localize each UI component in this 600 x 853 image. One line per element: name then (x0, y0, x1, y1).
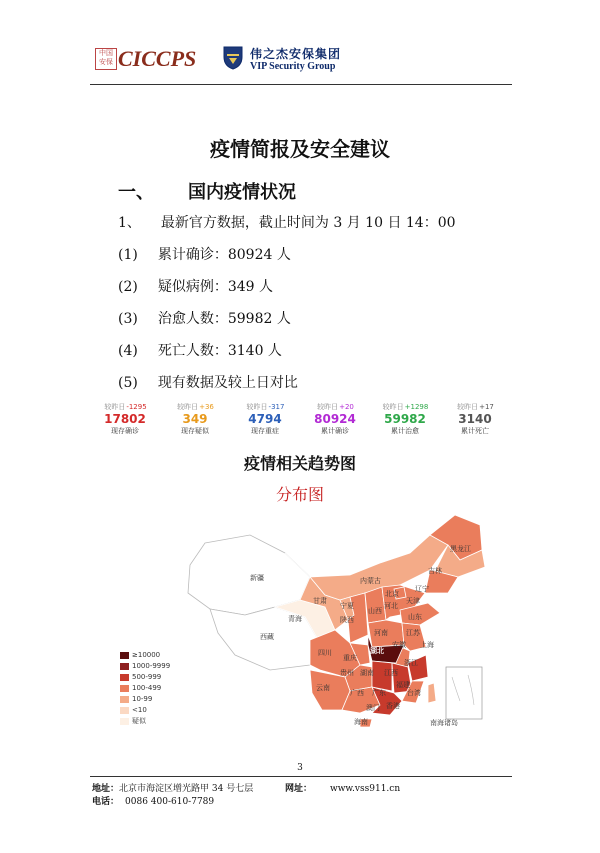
footer-rule (90, 776, 512, 777)
trend-title: 疫情相关趋势图 (243, 454, 356, 473)
legend-label: 100-499 (132, 684, 162, 692)
group-name-cn: 伟之杰安保集团 (250, 47, 342, 61)
item-text: 累计确诊：80924 人 (157, 247, 291, 263)
legend-swatch (120, 696, 129, 703)
legend-item (120, 661, 170, 672)
map-label: 广西 (350, 689, 364, 697)
map-label: 四川 (318, 649, 332, 657)
header-rule (90, 84, 512, 85)
legend-swatch (120, 707, 129, 714)
stat-label: 现存确诊 (111, 427, 139, 435)
map-label: 河南 (374, 629, 388, 637)
stat-delta: +36 (199, 403, 214, 411)
map-label: 江西 (384, 669, 398, 677)
map-label: 贵州 (340, 669, 354, 677)
stat-delta: +1298 (404, 403, 429, 411)
item-number: (1) (118, 247, 138, 263)
map-label: 重庆 (343, 654, 357, 662)
map-label: 云南 (316, 684, 330, 692)
stat-delta: -317 (268, 403, 285, 411)
map-label: 海南 (354, 718, 368, 726)
map-label: 广东 (372, 689, 386, 697)
list-item (118, 276, 273, 296)
stat-current-suspected (165, 402, 225, 436)
item-text: 疑似病例：349 人 (157, 279, 274, 295)
stat-total-confirmed (305, 402, 365, 436)
map-label: 陕西 (340, 616, 354, 624)
map-label: 河北 (384, 602, 398, 610)
legend-item (120, 650, 170, 661)
legend-label: 疑似 (132, 717, 146, 725)
map-label: 浙江 (404, 659, 418, 667)
legend-item (120, 694, 170, 705)
map-legend (120, 650, 170, 727)
map-label: 辽宁 (415, 585, 429, 593)
stat-label: 累计治愈 (391, 427, 419, 435)
item-text: 最新官方数据，截止时间为 3 月 10 日 14：00 (160, 215, 456, 231)
stats-row (95, 402, 515, 444)
section-heading (118, 178, 296, 204)
map-label: 香港 (386, 702, 400, 710)
group-name-en: VIP Security Group (250, 61, 336, 72)
stat-label: 累计死亡 (461, 427, 489, 435)
section-label: 国内疫情状况 (188, 182, 296, 203)
legend-swatch (120, 674, 129, 681)
page-title: 疫情简报及安全建议 (210, 137, 390, 161)
stat-value: 17802 (104, 412, 146, 426)
stat-compare-label: 较昨日 (317, 403, 339, 411)
stat-value: 4794 (248, 412, 282, 426)
legend-label: <10 (132, 706, 147, 714)
shield-icon (222, 44, 244, 70)
stat-compare-label: 较昨日 (177, 403, 199, 411)
map-title: 分布图 (275, 485, 324, 504)
map-label: 吉林 (428, 567, 442, 575)
map-label: 山西 (368, 607, 382, 615)
address-value: 北京市海淀区增光路甲 34 号七层 (119, 784, 254, 794)
item-number: (4) (118, 343, 138, 359)
list-item (118, 308, 291, 328)
map-label: 黑龙江 (450, 545, 471, 553)
map-label: 北京 (385, 590, 399, 598)
stat-total-deaths (445, 402, 505, 436)
stat-current-confirmed (95, 402, 155, 436)
footer-address (92, 781, 253, 794)
address-label: 地址： (92, 784, 120, 794)
item-number: (3) (118, 311, 138, 327)
map-label: 湖北 (370, 647, 384, 655)
map-label: 天津 (406, 597, 420, 605)
item-number: (2) (118, 279, 138, 295)
region-taiwan (428, 683, 436, 703)
stat-value: 80924 (314, 412, 356, 426)
page-number: 3 (297, 763, 303, 773)
stat-compare-label: 较昨日 (382, 403, 404, 411)
legend-label: 500-999 (132, 673, 162, 681)
map-label: 安徽 (392, 641, 406, 649)
map-label: 福建 (396, 681, 410, 689)
legend-item (120, 672, 170, 683)
list-item (118, 244, 291, 264)
map-label: 湖南 (360, 669, 374, 677)
stat-value: 349 (182, 412, 208, 426)
map-label: 江苏 (406, 629, 420, 637)
map-label: 西藏 (260, 633, 274, 641)
legend-item (120, 683, 170, 694)
stat-label: 现存疑似 (181, 427, 209, 435)
list-item (118, 340, 282, 360)
stat-label: 累计确诊 (321, 427, 349, 435)
legend-swatch (120, 685, 129, 692)
map-label: 澳门 (366, 704, 380, 712)
ciccps-logo-mark: 中国安保 (95, 48, 117, 70)
map-label: 南海诸岛 (430, 719, 458, 727)
map-label: 青海 (288, 615, 302, 623)
map-label: 甘肃 (313, 597, 327, 605)
stat-delta: -1295 (126, 403, 147, 411)
stat-total-cured (375, 402, 435, 436)
south-china-sea-inset (446, 667, 482, 719)
stat-compare-label: 较昨日 (104, 403, 126, 411)
legend-swatch (120, 663, 129, 670)
legend-item (120, 705, 170, 716)
footer-website (285, 781, 400, 794)
legend-label: 1000-9999 (132, 662, 171, 670)
legend-swatch (120, 652, 129, 659)
stat-value: 3140 (458, 412, 492, 426)
map-label: 宁夏 (340, 602, 354, 610)
phone-label: 电话： (92, 797, 120, 807)
stat-compare-label: 较昨日 (246, 403, 268, 411)
list-item (118, 212, 456, 232)
item-number: 1、 (118, 215, 141, 231)
item-number: (5) (118, 375, 138, 391)
legend-label: ≥10000 (132, 651, 161, 659)
item-text: 死亡人数：3140 人 (157, 343, 282, 359)
item-text: 治愈人数：59982 人 (157, 311, 291, 327)
map-label: 山东 (408, 613, 422, 621)
stat-compare-label: 较昨日 (457, 403, 479, 411)
footer-phone (92, 794, 214, 807)
stat-delta: +20 (339, 403, 354, 411)
stat-label: 现存重症 (251, 427, 279, 435)
legend-swatch (120, 718, 129, 725)
phone-value: 0086 400-610-7789 (125, 797, 215, 807)
website-label: 网址： (285, 784, 313, 794)
ciccps-logo-text: CICCPS (118, 46, 197, 71)
section-number: 一、 (118, 182, 154, 203)
map-label: 上海 (420, 641, 434, 649)
stat-current-severe (235, 402, 295, 436)
legend-item (120, 716, 170, 727)
stat-value: 59982 (384, 412, 426, 426)
list-item (118, 372, 298, 392)
legend-label: 10-99 (132, 695, 153, 703)
map-label: 台湾 (407, 689, 421, 697)
stat-delta: +17 (479, 403, 494, 411)
map-label: 内蒙古 (360, 577, 381, 585)
item-text: 现有数据及较上日对比 (157, 375, 298, 391)
website-value[interactable]: www.vss911.cn (330, 784, 401, 794)
map-label: 新疆 (250, 574, 264, 582)
